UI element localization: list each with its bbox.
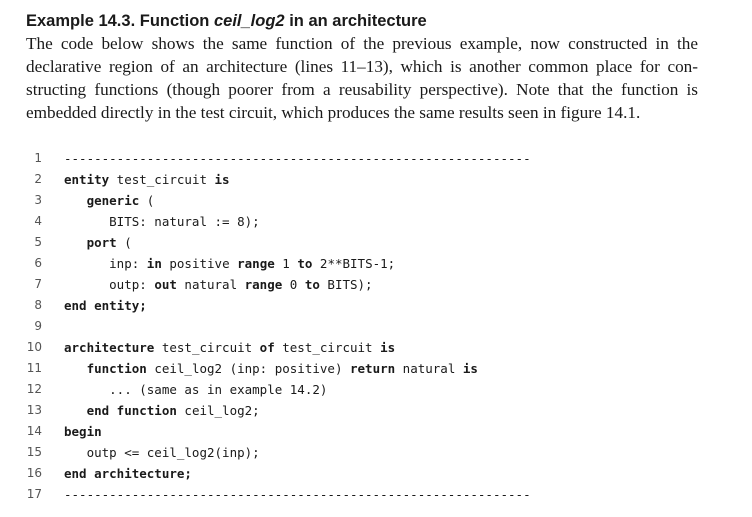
code-keyword: of (259, 340, 275, 355)
line-number: 12 (26, 382, 42, 396)
code-keyword: end architecture; (64, 466, 192, 481)
code-keyword: begin (64, 424, 102, 439)
code-token: ceil_log2 (inp: positive) (146, 361, 350, 376)
code-token: -------------------------------------------------------------- (64, 487, 531, 502)
code-keyword: function (86, 361, 147, 376)
paragraph-line: structing functions (though poorer from a reusability perspective). Note that the function is (26, 80, 698, 99)
code-line (26, 190, 726, 211)
line-number: 11 (26, 361, 42, 375)
code-text (64, 253, 395, 274)
code-text (64, 295, 147, 316)
code-line (26, 274, 726, 295)
line-number: 1 (34, 151, 42, 165)
code-keyword: entity (64, 172, 110, 187)
code-line (26, 484, 726, 505)
code-keyword: to (304, 277, 320, 292)
code-token: ... (same as in example 14.2) (64, 382, 328, 397)
line-number: 4 (34, 214, 42, 228)
code-token: ceil_log2; (176, 403, 260, 418)
code-text (64, 148, 531, 169)
code-keyword: port (86, 235, 117, 250)
code-token: 2**BITS-1; (312, 256, 396, 271)
code-line (26, 148, 726, 169)
code-text (64, 337, 395, 358)
code-keyword: end function (86, 403, 177, 418)
code-text (64, 211, 260, 232)
code-line (26, 295, 726, 316)
code-line (26, 358, 726, 379)
code-line (26, 379, 726, 400)
code-line (26, 232, 726, 253)
heading-function-name: ceil_log2 (213, 12, 285, 30)
code-text (64, 274, 373, 295)
code-text (64, 463, 192, 484)
line-number: 8 (34, 298, 42, 312)
paragraph-line: embedded directly in the test circuit, which produces the same results seen in figure 14.1. (26, 103, 641, 122)
code-token: BITS: natural := 8); (64, 214, 260, 229)
code-token: 0 (282, 277, 305, 292)
line-number: 7 (34, 277, 42, 291)
code-text (64, 232, 132, 253)
code-keyword: range (237, 256, 275, 271)
paragraph-line: declarative region of an architecture (lines 11–13), which is another common place for con- (26, 57, 698, 76)
code-line (26, 169, 726, 190)
code-token: test_circuit (274, 340, 381, 355)
line-number: 2 (34, 172, 42, 186)
code-token: test_circuit (109, 172, 215, 187)
code-line (26, 253, 726, 274)
code-line (26, 421, 726, 442)
code-listing (26, 148, 726, 505)
line-number: 10 (26, 340, 42, 354)
code-token: outp: (64, 277, 155, 292)
code-keyword: is (380, 340, 396, 355)
line-number: 5 (34, 235, 42, 249)
heading-suffix: in an architecture (284, 12, 427, 30)
code-text (64, 169, 230, 190)
code-text (64, 358, 478, 379)
code-text (64, 442, 260, 463)
document-page (26, 10, 726, 124)
code-token: outp <= ceil_log2(inp); (64, 445, 260, 460)
code-token: positive (161, 256, 238, 271)
heading-prefix: Example 14.3. Function (26, 12, 214, 30)
line-number: 9 (34, 319, 42, 333)
code-keyword: is (462, 361, 478, 376)
code-line (26, 442, 726, 463)
line-number: 3 (34, 193, 42, 207)
code-token: ( (139, 193, 155, 208)
paragraph-line: The code below shows the same function of the previous example, now constructed in the (26, 34, 698, 53)
line-number: 16 (26, 466, 42, 480)
code-keyword: in (146, 256, 162, 271)
code-token: 1 (274, 256, 298, 271)
code-token (64, 235, 87, 250)
code-line (26, 463, 726, 484)
line-number: 17 (26, 487, 42, 501)
code-keyword: architecture (64, 340, 155, 355)
code-token: natural (176, 277, 245, 292)
code-token: BITS); (319, 277, 373, 292)
example-heading (26, 10, 726, 32)
code-line (26, 211, 726, 232)
line-number: 15 (26, 445, 42, 459)
code-text (64, 400, 260, 421)
code-token: test_circuit (154, 340, 260, 355)
code-line (26, 400, 726, 421)
code-token: natural (395, 361, 463, 376)
line-number: 6 (34, 256, 42, 270)
code-keyword: return (350, 361, 396, 376)
code-keyword: to (297, 256, 313, 271)
code-token: inp: (64, 256, 147, 271)
description-paragraph (26, 32, 698, 124)
code-text (64, 379, 327, 400)
code-token: ( (116, 235, 132, 250)
code-keyword: is (214, 172, 230, 187)
code-text (64, 421, 102, 442)
code-keyword: end entity; (64, 298, 147, 313)
line-number: 14 (26, 424, 42, 438)
line-number: 13 (26, 403, 42, 417)
code-line (26, 316, 726, 337)
code-token: -------------------------------------------------------------- (64, 151, 531, 166)
code-keyword: out (154, 277, 177, 292)
code-keyword: range (244, 277, 283, 292)
code-token (64, 193, 87, 208)
code-text (64, 190, 154, 211)
code-token (64, 361, 87, 376)
code-token (64, 403, 87, 418)
code-text (64, 484, 531, 505)
code-line (26, 337, 726, 358)
code-keyword: generic (86, 193, 140, 208)
